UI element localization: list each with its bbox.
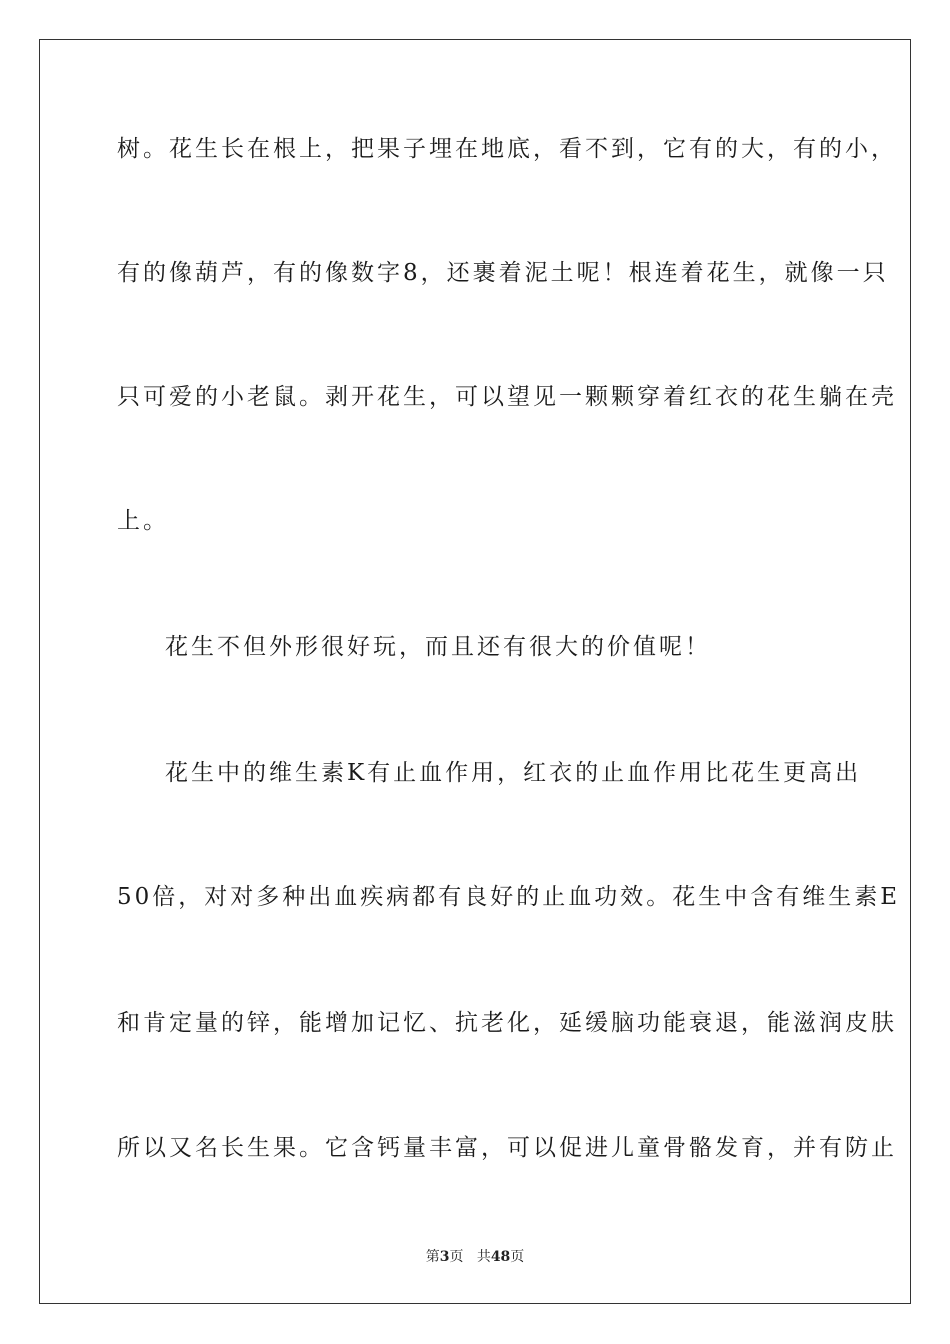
footer-total-suffix: 页 bbox=[510, 1249, 525, 1265]
footer-current-page: 3 bbox=[439, 1249, 450, 1265]
footer-total-pages: 48 bbox=[490, 1249, 511, 1265]
paragraph-indented-1: 花生不但外形很好玩，而且还有很大的价值呢！ bbox=[165, 634, 711, 660]
text-line-8: 和肯定量的锌，能增加记忆、抗老化，延缓脑功能衰退，能滋润皮肤 bbox=[117, 1010, 897, 1036]
page-footer bbox=[0, 1247, 950, 1267]
text-line-7: 50倍，对对多种出血疾病都有良好的止血功效。花生中含有维生素E bbox=[117, 884, 901, 910]
footer-page-prefix: 第 bbox=[425, 1249, 440, 1265]
footer-total-prefix: 共 bbox=[476, 1249, 491, 1265]
page-border bbox=[39, 39, 911, 1304]
text-line-1: 树。花生长在根上，把果子埋在地底，看不到，它有的大，有的小， bbox=[117, 136, 897, 162]
text-line-9: 所以又名长生果。它含钙量丰富，可以促进儿童骨骼发育，并有防止 bbox=[117, 1135, 897, 1161]
paragraph-indented-2: 花生中的维生素K有止血作用，红衣的止血作用比花生更高出 bbox=[165, 760, 862, 786]
text-line-4: 上。 bbox=[117, 508, 169, 534]
text-line-3: 只可爱的小老鼠。剥开花生，可以望见一颗颗穿着红衣的花生躺在壳 bbox=[117, 384, 897, 410]
footer-page-suffix: 页 bbox=[449, 1249, 464, 1265]
text-line-2: 有的像葫芦，有的像数字8，还裹着泥土呢！根连着花生，就像一只 bbox=[117, 260, 889, 286]
